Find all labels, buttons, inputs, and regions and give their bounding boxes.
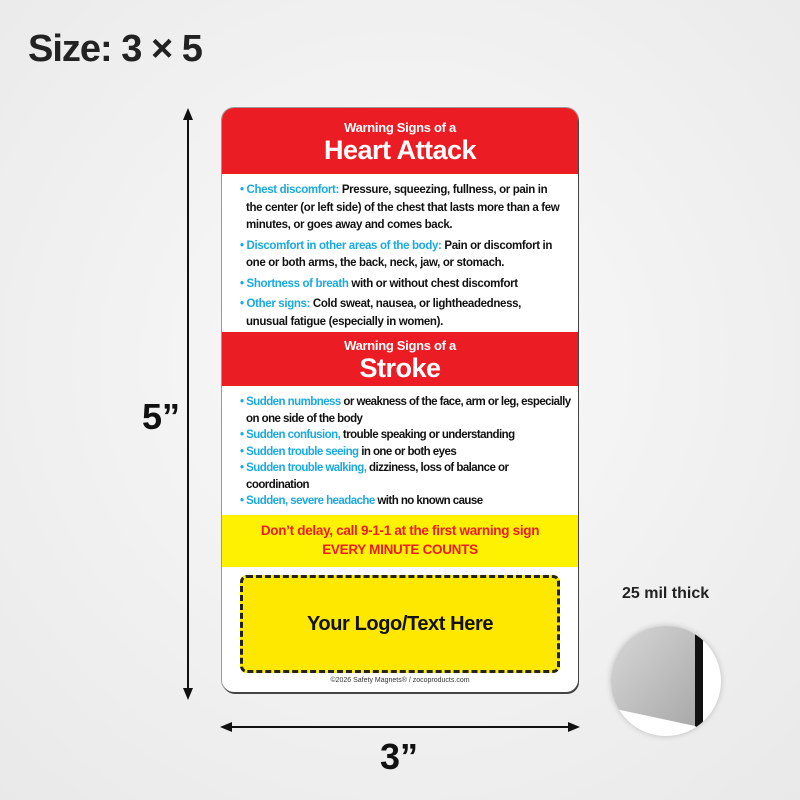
item-text: with or without chest discomfort [348, 277, 518, 290]
alert-line-2: EVERY MINUTE COUNTS [322, 542, 478, 557]
list-item [240, 296, 564, 331]
magnet-card [222, 108, 578, 692]
alert-banner [222, 515, 578, 567]
thickness-label: 25 mil thick [622, 585, 710, 602]
item-key: • Sudden confusion, [240, 429, 340, 441]
heart-signs-list [222, 174, 578, 331]
item-text: dizziness, loss of balance or coordination [246, 462, 509, 491]
item-text: Pressure, squeezing, fullness, or pain in the center (or left side) of the chest that lasts more than a few minutes, or goes away and comes back. [246, 184, 560, 231]
stroke-pre-title: Warning Signs of a [344, 338, 456, 353]
logo-placeholder: Your Logo/Text Here [240, 575, 560, 673]
list-item [240, 493, 572, 510]
magnet-thickness-illustration [611, 626, 721, 736]
stroke-signs-list [222, 390, 578, 510]
item-text: Cold sweat, nausea, or lightheadedness, unusual fatigue (especially in women). [246, 298, 522, 328]
heart-pre-title: Warning Signs of a [344, 120, 456, 135]
size-title: Size: 3 × 5 [28, 28, 202, 70]
magnet-edge-icon [611, 626, 721, 736]
height-dimension-arrow [180, 108, 196, 700]
item-key: • Sudden trouble walking, [240, 462, 366, 474]
heart-attack-header [222, 108, 578, 174]
alert-line-1: Don’t delay, call 9-1-1 at the first warning sign [260, 523, 540, 538]
stroke-title: Stroke [359, 353, 441, 383]
item-key: • Other signs: [240, 298, 310, 310]
heart-title: Heart Attack [323, 135, 477, 165]
list-item [240, 238, 564, 273]
list-item [240, 276, 564, 294]
stroke-header [222, 332, 578, 386]
footer-copyright: ©2026 Safety Magnets® / zocoproducts.com [330, 677, 470, 684]
item-key: • Sudden numbness [240, 396, 341, 408]
list-item [240, 394, 572, 427]
list-item [240, 182, 564, 235]
width-dimension-arrow [220, 719, 580, 735]
list-item [240, 444, 572, 461]
item-key: • Sudden, severe headache [240, 495, 375, 507]
item-text: with no known cause [374, 495, 483, 507]
list-item [240, 427, 572, 444]
item-key: • Shortness of breath [240, 278, 349, 290]
width-label: 3” [380, 736, 419, 777]
list-item [240, 460, 572, 493]
item-key: • Sudden trouble seeing [240, 446, 359, 458]
height-label: 5” [142, 396, 181, 437]
item-key: • Chest discomfort: [240, 184, 339, 196]
item-text: Pain or discomfort in one or both arms, the back, neck, jaw, or stomach. [246, 239, 553, 269]
item-key: • Discomfort in other areas of the body: [240, 240, 442, 252]
item-text: in one or both eyes [358, 445, 457, 458]
item-text: trouble speaking or understanding [340, 429, 515, 441]
item-text: or weakness of the face, arm or leg, especially on one side of the body [246, 396, 571, 425]
